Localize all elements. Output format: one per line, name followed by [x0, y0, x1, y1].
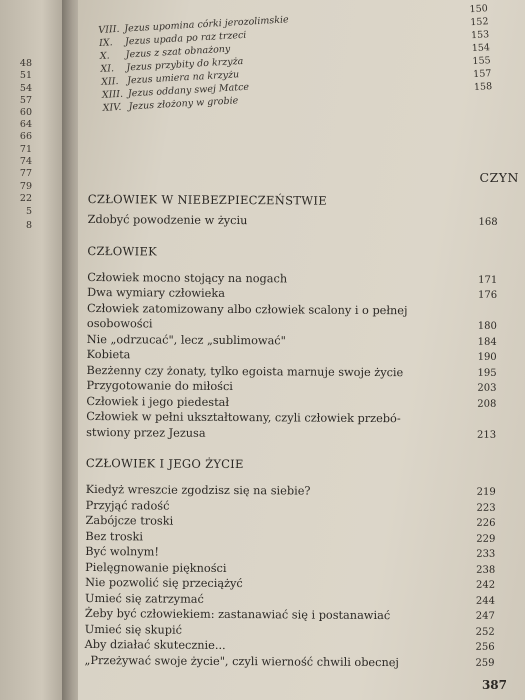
station-number: VIII.: [98, 23, 120, 36]
left-page: [0, 0, 70, 700]
station-number: XI.: [100, 63, 115, 75]
toc-entry-title: Aby działać skutecznie...: [84, 637, 226, 652]
left-page-number: 8: [25, 220, 32, 231]
left-page-number: 54: [19, 83, 32, 94]
station-page: 158: [473, 81, 493, 94]
page-number: 387: [481, 678, 507, 692]
toc-entry-title: Bez troski: [85, 529, 144, 543]
station-title: Jezus z szat obnażony: [125, 43, 231, 61]
toc-entry-page: 168: [478, 216, 498, 228]
left-page-number: 77: [19, 168, 32, 179]
stations-list: [98, 2, 492, 115]
toc-entry-title: Nie pozwolić się przeciążyć: [85, 575, 243, 591]
toc-entry-page: 259: [475, 657, 495, 669]
toc-entry-page: 229: [476, 533, 496, 545]
station-number: X.: [99, 50, 110, 62]
toc-entry-title: Przyjąć radość: [85, 498, 170, 513]
station-page: 155: [472, 55, 491, 68]
toc-entry-title: Bezżenny czy żonaty, tylko egoista marnuje swoje życie: [86, 363, 404, 379]
toc-entry-page: 203: [477, 382, 497, 394]
left-page-number: 57: [19, 95, 32, 106]
toc-entry-title: Dwa wymiary człowieka: [87, 285, 226, 300]
toc-entry: [88, 212, 498, 230]
toc-entry-title: Człowiek i jego piedestał: [86, 394, 230, 409]
left-page-number: 71: [19, 144, 32, 155]
toc-entry-title: Człowiek w pełni ukształtowany, czyli człowiek przebó-: [86, 409, 401, 426]
toc-entry-title: Człowiek zatomizowany albo człowiek scalony i o pełnej: [86, 301, 408, 317]
station-title: Jezus umiera na krzyżu: [126, 69, 240, 87]
station-number: IX.: [98, 37, 113, 49]
toc-entry-page: 256: [475, 641, 495, 653]
toc-entry-title: Być wolnym!: [85, 544, 159, 559]
toc-entry-title: Pielęgnowanie piękności: [85, 560, 227, 575]
left-page-number: 60: [19, 107, 32, 118]
toc-entry-page: 252: [475, 626, 495, 638]
toc-entry-title: Zdobyć powodzenie w życiu: [87, 212, 248, 228]
toc-entry-page: 244: [475, 595, 496, 607]
station-title: Jezus upada po raz trzeci: [124, 29, 247, 48]
toc-entry-page: 208: [477, 398, 497, 410]
toc-entry-title: Przygotowanie do miłości: [86, 378, 233, 394]
toc-entry-page: 242: [475, 579, 496, 591]
toc-entry-title: Żeby być człowiekiem: zastanawiać się i postanawiać: [84, 606, 391, 623]
toc-entry-page: 190: [477, 351, 497, 363]
toc-entry: [86, 424, 496, 442]
toc-entry-page: 180: [477, 320, 497, 332]
toc-entry-page: 238: [476, 564, 496, 576]
toc-entry-page: 226: [476, 517, 496, 529]
toc-entry-page: 223: [476, 502, 496, 514]
toc-entry-title: Człowiek mocno stojący na nogach: [87, 270, 288, 285]
toc-entry-page: 176: [477, 289, 498, 301]
toc-entry-title: stwiony przez Jezusa: [86, 425, 206, 440]
toc-entry-title: Kiedyż wreszcie zgodzisz się na siebie?: [85, 482, 311, 498]
station-page: 153: [470, 29, 490, 42]
table-of-contents: [85, 168, 498, 671]
section-label-czyn: CZYN: [479, 170, 519, 185]
station-number: XII.: [100, 75, 119, 88]
left-page-number: 79: [19, 181, 32, 192]
station-page: 152: [470, 16, 489, 29]
station-title: Jezus przybity do krzyża: [126, 55, 244, 74]
station-title: Jezus złożony w grobie: [128, 95, 239, 113]
toc-entry-title: Zabójcze troski: [85, 513, 174, 528]
section-heading: CZŁOWIEK W NIEBEZPIECZEŃSTWIE: [87, 191, 327, 208]
station-number: XIV.: [102, 101, 122, 114]
station-page: 157: [472, 68, 492, 81]
toc-entry-title: Umieć się zatrzymać: [84, 591, 204, 606]
left-page-number: 48: [19, 58, 32, 69]
toc-entry-page: 171: [478, 274, 498, 286]
left-page-number: 5: [25, 206, 32, 217]
toc-entry-title: Umieć się skupić: [84, 622, 183, 637]
station-title: Jezus upomina córki jerozolimskie: [124, 14, 289, 35]
left-page-number: 66: [19, 131, 32, 142]
station-page: 154: [471, 42, 491, 55]
left-page-number: 74: [19, 156, 32, 167]
section-heading: CZŁOWIEK I JEGO ŻYCIE: [85, 455, 244, 472]
toc-entry-page: 213: [477, 429, 497, 441]
toc-entry-title: „Przeżywać swoje życie", czyli wierność chwili obecnej: [84, 653, 399, 669]
toc-entry-page: 233: [476, 548, 496, 560]
toc-entry-page: 195: [477, 367, 497, 379]
station-page: 150: [469, 3, 489, 16]
left-page-number: 22: [19, 193, 32, 204]
station-title: Jezus oddany swej Matce: [127, 81, 250, 100]
toc-entry-page: 219: [476, 486, 496, 498]
right-page: [78, 0, 525, 700]
station-number: XIII.: [101, 88, 124, 101]
left-page-number: 51: [19, 70, 32, 81]
toc-entry: [85, 652, 495, 670]
section-heading: CZŁOWIEK: [87, 243, 158, 258]
left-page-number: 64: [19, 119, 32, 130]
toc-entry-page: 184: [477, 336, 497, 348]
toc-entry-title: osobowości: [86, 316, 153, 331]
toc-entry-title: Nie „odrzucać", lecz „sublimować": [86, 332, 286, 347]
toc-entry-title: Kobieta: [86, 347, 131, 362]
toc-entry-page: 247: [475, 610, 495, 622]
